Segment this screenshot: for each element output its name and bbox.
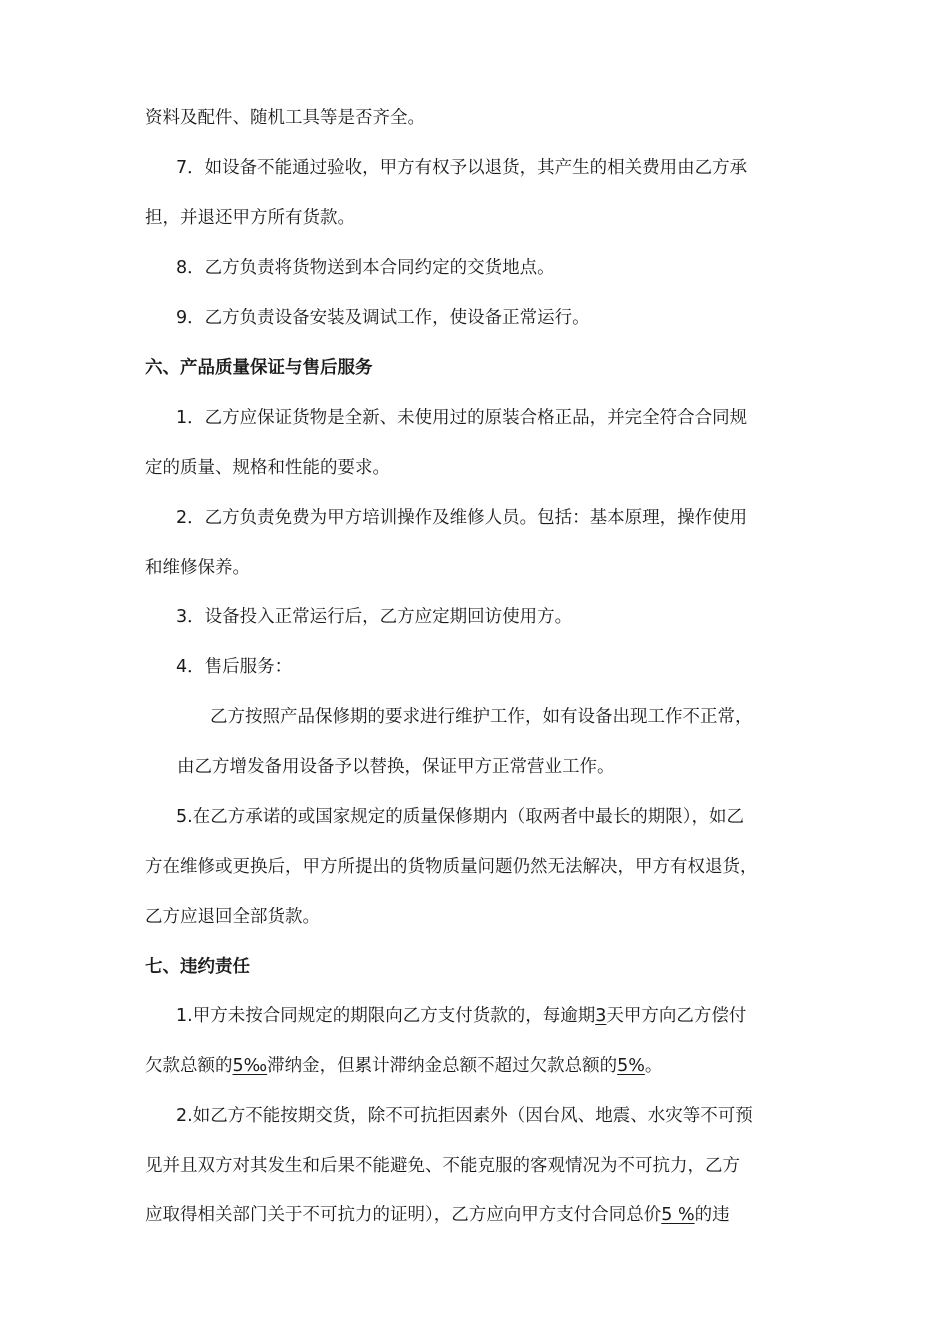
- text-line: 担，并退还甲方所有货款。: [145, 208, 355, 228]
- text-segment: 欠款总额的: [145, 1056, 233, 1076]
- late-fee-rate: 5‰: [232, 1056, 268, 1076]
- penalty-rate: 5 %: [661, 1205, 695, 1225]
- late-fee-cap: 5%: [617, 1056, 645, 1076]
- penalty-clause-2: 2.如乙方不能按期交货，除不可抗拒因素外（因台风、地震、水灾等不可预: [176, 1106, 753, 1126]
- text-segment: 应取得相关部门关于不可抗力的证明），乙方应向甲方支付合同总价: [145, 1205, 662, 1225]
- clause-2: 2．乙方负责免费为甲方培训操作及维修人员。包括：基本原理，操作使用: [176, 508, 748, 528]
- text-segment: 1.甲方未按合同规定的期限向乙方支付货款的，每逾期: [176, 1006, 596, 1026]
- text-line: 定的质量、规格和性能的要求。: [145, 458, 390, 478]
- clause-9: 9．乙方负责设备安装及调试工作，使设备正常运行。: [176, 308, 590, 328]
- clause-5: 5.在乙方承诺的或国家规定的质量保修期内（取两者中最长的期限），如乙: [176, 807, 744, 827]
- text-segment: 滞纳金，但累计滞纳金总额不超过欠款总额的: [267, 1056, 618, 1076]
- clause-7: 7．如设备不能通过验收，甲方有权予以退货，其产生的相关费用由乙方承: [176, 158, 748, 178]
- after-sales-text: 由乙方增发备用设备予以替换，保证甲方正常营业工作。: [177, 757, 615, 777]
- after-sales-text: 乙方按照产品保修期的要求进行维护工作，如有设备出现工作不正常，: [210, 707, 753, 727]
- clause-8: 8．乙方负责将货物送到本合同约定的交货地点。: [176, 258, 555, 278]
- text-line: 资料及配件、随机工具等是否齐全。: [145, 108, 425, 128]
- text-segment: 天甲方向乙方偿付: [606, 1006, 747, 1026]
- text-line: 见并且双方对其发生和后果不能避免、不能克服的客观情况为不可抗力，乙方: [145, 1156, 740, 1176]
- clause-3: 3．设备投入正常运行后，乙方应定期回访使用方。: [176, 607, 573, 627]
- clause-1: 1．乙方应保证货物是全新、未使用过的原装合格正品，并完全符合合同规: [176, 408, 748, 428]
- section-heading-quality: 六、产品质量保证与售后服务: [145, 358, 373, 378]
- overdue-days: 3: [595, 1006, 607, 1026]
- text-line: 方在维修或更换后，甲方所提出的货物质量问题仍然无法解决，甲方有权退货，: [145, 857, 758, 877]
- penalty-clause-1-cont: [145, 1054, 825, 1078]
- section-heading-liability: 七、违约责任: [145, 957, 250, 977]
- text-line: 和维修保养。: [145, 558, 250, 578]
- text-segment: 的违: [694, 1205, 730, 1225]
- clause-4: 4．售后服务：: [176, 657, 293, 677]
- text-line: 乙方应退回全部货款。: [145, 907, 320, 927]
- penalty-clause-1: [176, 1004, 856, 1028]
- text-segment: 。: [644, 1056, 663, 1076]
- penalty-clause-2-cont: [145, 1203, 825, 1227]
